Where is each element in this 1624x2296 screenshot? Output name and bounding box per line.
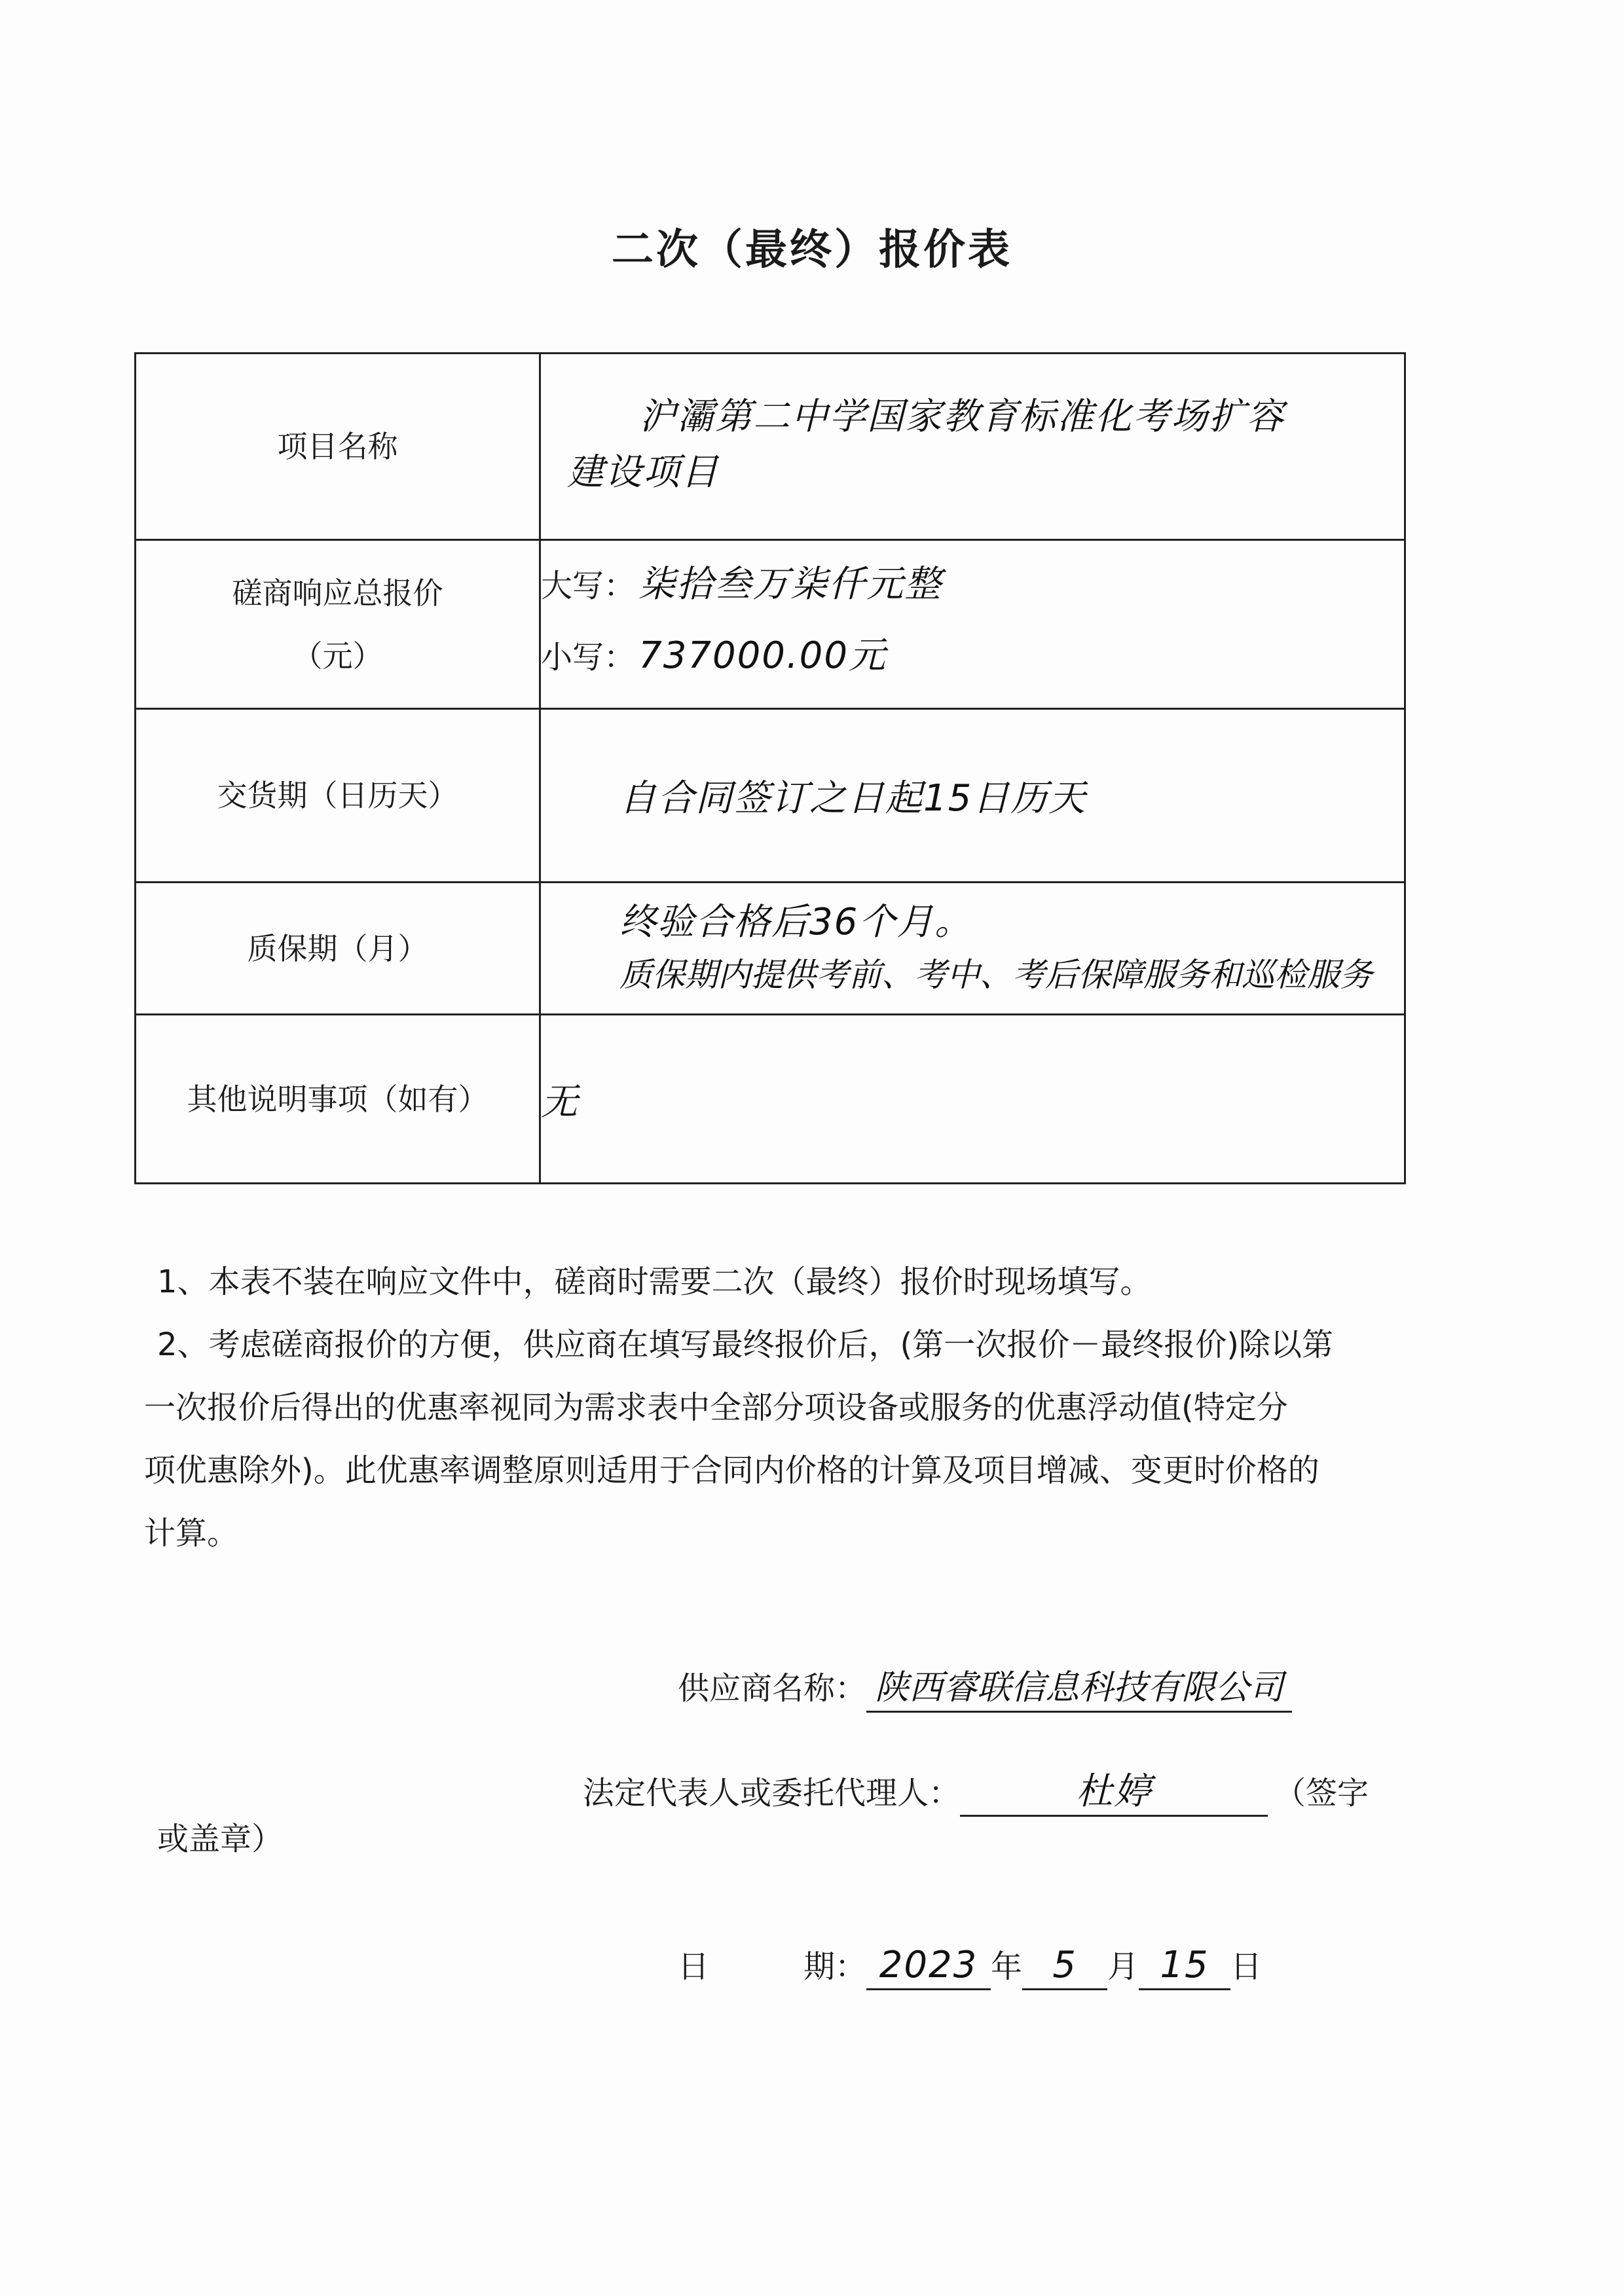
other-label: 其他说明事项（如有） <box>136 1015 540 1184</box>
row-delivery <box>136 709 1405 883</box>
upper-amount <box>541 553 1404 625</box>
delivery-label: 交货期（日历天） <box>136 709 540 883</box>
day-unit: 日 <box>1230 1948 1263 1985</box>
supplier-label: 供应商名称： <box>678 1670 867 1707</box>
date-label: 日 期： <box>678 1948 867 1985</box>
note-2-line1: 2、考虑磋商报价的方便，供应商在填写最终报价后，(第一次报价－最终报价)除以第 <box>157 1326 1333 1363</box>
delivery-value <box>540 709 1405 883</box>
row-project-name <box>136 354 1405 540</box>
total-price-label-line1: 磋商响应总报价 <box>232 575 443 611</box>
lower-prefix: 小写： <box>541 638 636 676</box>
date-year: 2023 <box>866 1942 991 1990</box>
note-2-line4: 计算。 <box>144 1515 239 1552</box>
upper-prefix: 大写： <box>541 567 636 604</box>
supplier-value: 陕西睿联信息科技有限公司 <box>866 1665 1292 1713</box>
note-1: 1、本表不装在响应文件中，磋商时需要二次（最终）报价时现场填写。 <box>157 1264 1152 1300</box>
upper-value: 柒拾叁万柒仟元整 <box>638 562 943 606</box>
rep-suffix-2: 或盖章） <box>157 1821 284 1857</box>
other-text: 无 <box>541 1080 579 1123</box>
project-name-line2: 建设项目 <box>567 451 719 494</box>
representative <box>583 1768 1369 1817</box>
warranty-line1: 终验合格后36个月。 <box>619 900 973 943</box>
warranty-label: 质保期（月） <box>136 883 540 1015</box>
supplier-name <box>678 1663 1292 1713</box>
date-month: 5 <box>1022 1942 1107 1990</box>
row-other <box>136 1015 1405 1184</box>
lower-value: 737000.00元 <box>638 634 887 677</box>
lower-amount <box>541 625 1404 696</box>
date-day: 15 <box>1139 1942 1230 1990</box>
total-price-label-line2: （元） <box>292 638 383 674</box>
total-price-value <box>540 540 1405 709</box>
project-name-label: 项目名称 <box>136 354 540 540</box>
warranty-line2: 质保期内提供考前、考中、考后保障服务和巡检服务 <box>619 955 1373 994</box>
quote-table <box>134 352 1406 1184</box>
warranty-value <box>540 883 1405 1015</box>
notes <box>144 1250 1388 1565</box>
rep-label: 法定代表人或委托代理人： <box>583 1775 961 1812</box>
date <box>678 1941 1262 1990</box>
project-name-line1: 沪灞第二中学国家教育标准化考场扩容 <box>639 395 1285 438</box>
other-value <box>540 1015 1405 1184</box>
note-2-line2: 一次报价后得出的优惠率视同为需求表中全部分项设备或服务的优惠浮动值(特定分 <box>144 1389 1288 1426</box>
row-total-price <box>136 540 1405 709</box>
month-unit: 月 <box>1107 1948 1139 1985</box>
delivery-text: 自合同签订之日起15日历天 <box>619 777 1087 820</box>
row-warranty <box>136 883 1405 1015</box>
project-name-value <box>540 354 1405 540</box>
page-title: 二次（最终）报价表 <box>612 226 1012 274</box>
note-2-line3: 项优惠除外)。此优惠率调整原则适用于合同内价格的计算及项目增减、变更时价格的 <box>144 1452 1320 1489</box>
year-unit: 年 <box>991 1948 1023 1985</box>
total-price-label <box>136 540 540 709</box>
rep-suffix: （签字 <box>1274 1775 1369 1812</box>
rep-value: 杜婷 <box>960 1769 1268 1817</box>
